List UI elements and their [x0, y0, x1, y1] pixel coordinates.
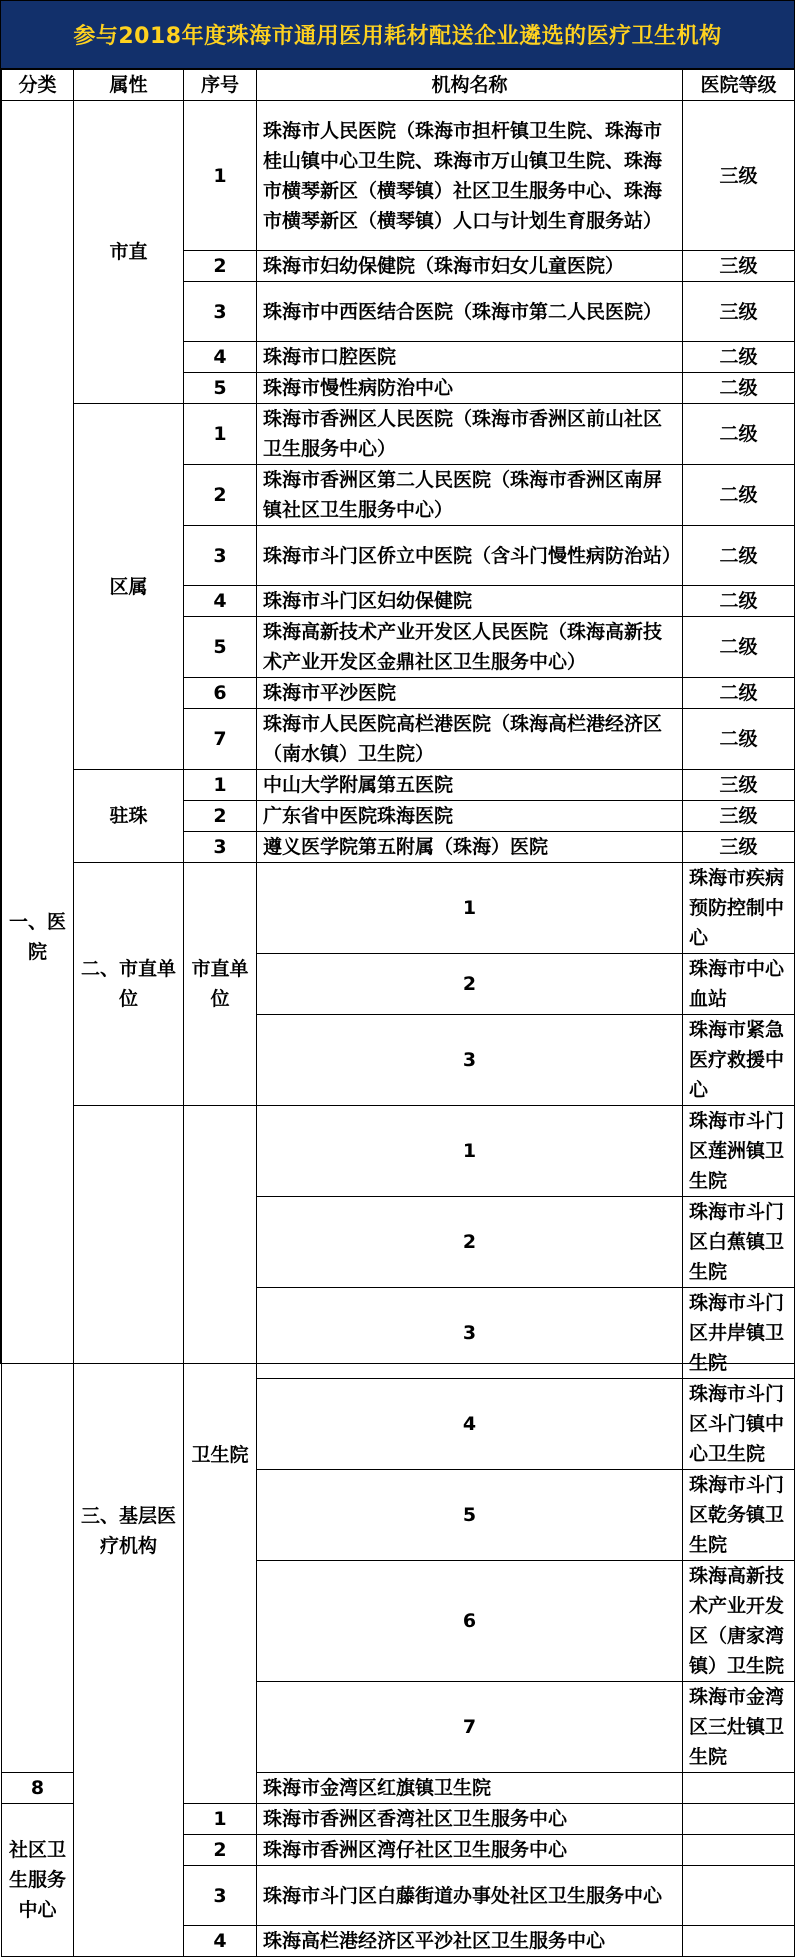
category-cell: 三、基层医疗机构: [74, 1106, 184, 1957]
institution-name-cell: 珠海市中心血站: [683, 954, 795, 1015]
hospital-level-cell: [683, 1773, 795, 1804]
number-cell: 5: [184, 617, 257, 678]
number-cell: 3: [257, 1288, 683, 1379]
institution-name-cell: 珠海高栏港经济区平沙社区卫生服务中心: [257, 1926, 683, 1957]
hospital-level-cell: [683, 1926, 795, 1957]
institution-name-cell: 珠海市紧急医疗救援中心: [683, 1015, 795, 1106]
institution-name-cell: 珠海市人民医院高栏港医院（珠海高栏港经济区（南水镇）卫生院）: [257, 709, 683, 770]
number-cell: 3: [184, 1866, 257, 1926]
hospital-level-cell: 三级: [683, 282, 795, 342]
number-cell: 2: [184, 465, 257, 526]
institution-name-cell: 珠海市斗门区斗门镇中心卫生院: [683, 1379, 795, 1470]
number-cell: 5: [257, 1470, 683, 1561]
institution-name-cell: 珠海市香洲区人民医院（珠海市香洲区前山社区卫生服务中心）: [257, 404, 683, 465]
number-cell: 2: [257, 954, 683, 1015]
table-row: [2, 1106, 795, 1197]
institution-name-cell: 珠海市斗门区白藤街道办事处社区卫生服务中心: [257, 1866, 683, 1926]
institutions-table: [1, 69, 795, 1957]
attribute-cell: 社区卫生服务中心: [2, 1804, 74, 1957]
attribute-cell: 市直: [74, 101, 184, 404]
number-cell: 8: [2, 1773, 74, 1804]
institution-name-cell: 珠海高新技术产业开发区人民医院（珠海高新技术产业开发区金鼎社区卫生服务中心）: [257, 617, 683, 678]
institution-name-cell: 珠海市金湾区三灶镇卫生院: [683, 1682, 795, 1773]
header-institution-name: 机构名称: [257, 70, 683, 101]
institution-name-cell: 珠海市斗门区乾务镇卫生院: [683, 1470, 795, 1561]
institution-name-cell: 珠海市斗门区妇幼保健院: [257, 586, 683, 617]
number-cell: 3: [184, 526, 257, 586]
table-row: [2, 404, 795, 465]
table-row: [2, 101, 795, 251]
hospital-level-cell: 二级: [683, 586, 795, 617]
number-cell: 3: [184, 282, 257, 342]
institution-name-cell: 中山大学附属第五医院: [257, 770, 683, 801]
number-cell: 1: [184, 770, 257, 801]
institution-name-cell: 珠海市中西医结合医院（珠海市第二人民医院）: [257, 282, 683, 342]
number-cell: 2: [184, 251, 257, 282]
number-cell: 5: [184, 373, 257, 404]
institution-name-cell: 珠海市香洲区香湾社区卫生服务中心: [257, 1804, 683, 1835]
hospital-level-cell: [683, 1804, 795, 1835]
institution-name-cell: 珠海市平沙医院: [257, 678, 683, 709]
number-cell: 4: [184, 1926, 257, 1957]
number-cell: 4: [184, 586, 257, 617]
table-row: [2, 770, 795, 801]
hospital-level-cell: 三级: [683, 251, 795, 282]
number-cell: 6: [257, 1561, 683, 1682]
number-cell: 7: [257, 1682, 683, 1773]
hospital-level-cell: 三级: [683, 770, 795, 801]
header-attribute: 属性: [74, 70, 184, 101]
hospital-level-cell: 二级: [683, 709, 795, 770]
institution-name-cell: 珠海市口腔医院: [257, 342, 683, 373]
number-cell: 2: [184, 801, 257, 832]
institution-name-cell: 珠海市慢性病防治中心: [257, 373, 683, 404]
institution-name-cell: 珠海市金湾区红旗镇卫生院: [257, 1773, 683, 1804]
hospital-level-cell: [683, 1866, 795, 1926]
institution-name-cell: 珠海市妇幼保健院（珠海市妇女儿童医院）: [257, 251, 683, 282]
attribute-cell: 区属: [74, 404, 184, 770]
category-cell: 一、医院: [2, 101, 74, 1773]
number-cell: 4: [184, 342, 257, 373]
number-cell: 1: [257, 1106, 683, 1197]
number-cell: 1: [257, 863, 683, 954]
institution-name-cell: 珠海市人民医院（珠海市担杆镇卫生院、珠海市桂山镇中心卫生院、珠海市万山镇卫生院、珠海市横琴新区（横琴镇）社区卫生服务中心、珠海市横琴新区（横琴镇）人口与计划生育服务站）: [257, 101, 683, 251]
hospital-level-cell: 二级: [683, 678, 795, 709]
number-cell: 1: [184, 101, 257, 251]
number-cell: 2: [184, 1835, 257, 1866]
number-cell: 1: [184, 404, 257, 465]
institution-name-cell: 珠海市斗门区白蕉镇卫生院: [683, 1197, 795, 1288]
institution-name-cell: 珠海市斗门区侨立中医院（含斗门慢性病防治站）: [257, 526, 683, 586]
hospital-level-cell: 三级: [683, 801, 795, 832]
hospital-level-cell: 二级: [683, 342, 795, 373]
table-header-row: [2, 70, 795, 101]
hospital-level-cell: 二级: [683, 465, 795, 526]
header-hospital-level: 医院等级: [683, 70, 795, 101]
header-number: 序号: [184, 70, 257, 101]
institution-name-cell: 珠海市疾病预防控制中心: [683, 863, 795, 954]
institution-name-cell: 遵义医学院第五附属（珠海）医院: [257, 832, 683, 863]
institution-name-cell: 广东省中医院珠海医院: [257, 801, 683, 832]
table-body: [2, 101, 795, 1957]
category-cell: 二、市直单位: [74, 863, 184, 1106]
institution-name-cell: 珠海市斗门区井岸镇卫生院: [683, 1288, 795, 1379]
number-cell: 2: [257, 1197, 683, 1288]
number-cell: 7: [184, 709, 257, 770]
attribute-cell: 驻珠: [74, 770, 184, 863]
hospital-level-cell: 二级: [683, 373, 795, 404]
attribute-cell: 卫生院: [184, 1106, 257, 1804]
number-cell: 4: [257, 1379, 683, 1470]
attribute-cell: 市直单位: [184, 863, 257, 1106]
table-row: [2, 863, 795, 954]
institution-name-cell: 珠海市香洲区第二人民医院（珠海市香洲区南屏镇社区卫生服务中心）: [257, 465, 683, 526]
header-category: 分类: [2, 70, 74, 101]
page-title: 参与2018年度珠海市通用医用耗材配送企业遴选的医疗卫生机构: [1, 1, 794, 69]
hospital-level-cell: 二级: [683, 404, 795, 465]
institution-name-cell: 珠海市斗门区莲洲镇卫生院: [683, 1106, 795, 1197]
number-cell: 3: [257, 1015, 683, 1106]
institution-name-cell: 珠海市香洲区湾仔社区卫生服务中心: [257, 1835, 683, 1866]
hospital-level-cell: 三级: [683, 101, 795, 251]
hospital-level-cell: 三级: [683, 832, 795, 863]
number-cell: 1: [184, 1804, 257, 1835]
institution-name-cell: 珠海高新技术产业开发区（唐家湾镇）卫生院: [683, 1561, 795, 1682]
hospital-level-cell: [683, 1835, 795, 1866]
hospital-level-cell: 二级: [683, 526, 795, 586]
hospital-level-cell: 二级: [683, 617, 795, 678]
number-cell: 6: [184, 678, 257, 709]
number-cell: 3: [184, 832, 257, 863]
